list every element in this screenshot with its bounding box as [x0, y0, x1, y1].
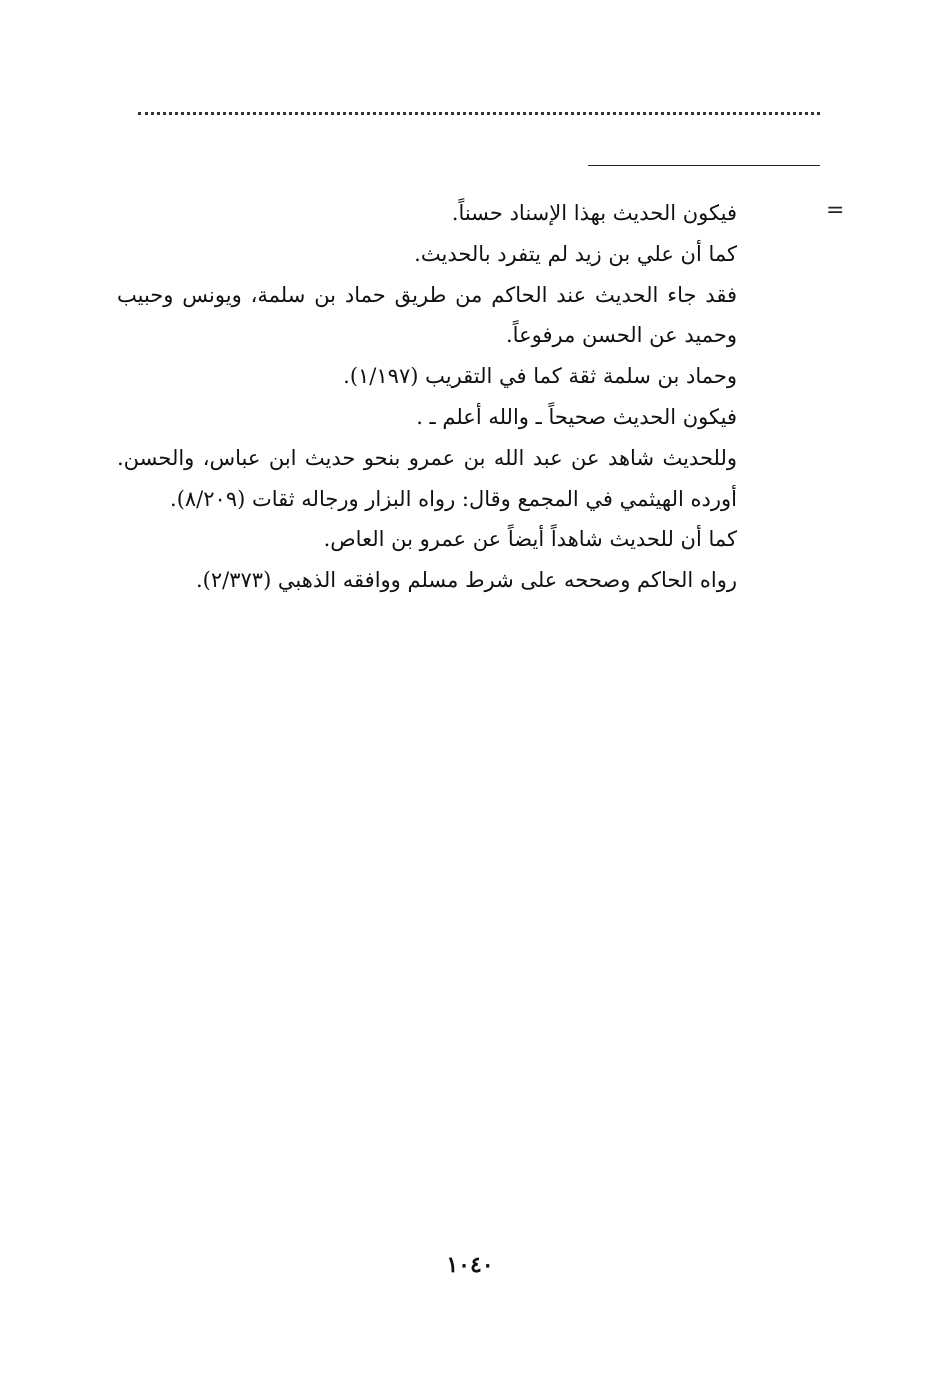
footnote-line: وحماد بن سلمة ثقة كما في التقريب (١/١٩٧).	[343, 364, 737, 389]
footnote-rule	[588, 165, 820, 166]
footnote-line: فيكون الحديث بهذا الإسناد حسناً.	[451, 201, 737, 225]
page-number: ١٠٤٠	[446, 1252, 494, 1278]
dotted-separator	[138, 112, 820, 115]
footnote-line: فيكون الحديث صحيحاً ـ والله أعلم ـ .	[416, 404, 737, 429]
footnote-text	[117, 193, 737, 601]
footnote-line: كما أن علي بن زيد لم يتفرد بالحديث.	[414, 241, 737, 266]
footnote-continuation-mark: =	[826, 198, 845, 223]
footnote-line: وحميد عن الحسن مرفوعاً.	[506, 323, 737, 348]
footnote-line: كما أن للحديث شاهداً أيضاً عن عمرو بن العاص.	[323, 527, 737, 552]
footnote-line: وللحديث شاهد عن عبد الله بن عمرو بنحو حديث ابن عباس، والحسن.	[117, 445, 737, 470]
footnote-line: أورده الهيثمي في المجمع وقال: رواه البزار ورجاله ثقات (٨/٢٠٩).	[170, 486, 737, 511]
footnote-line: رواه الحاكم وصححه على شرط مسلم ووافقه الذهبي (٢/٣٧٣).	[195, 568, 737, 593]
footnote-line: فقد جاء الحديث عند الحاكم من طريق حماد بن سلمة، ويونس وحبيب	[117, 282, 737, 307]
